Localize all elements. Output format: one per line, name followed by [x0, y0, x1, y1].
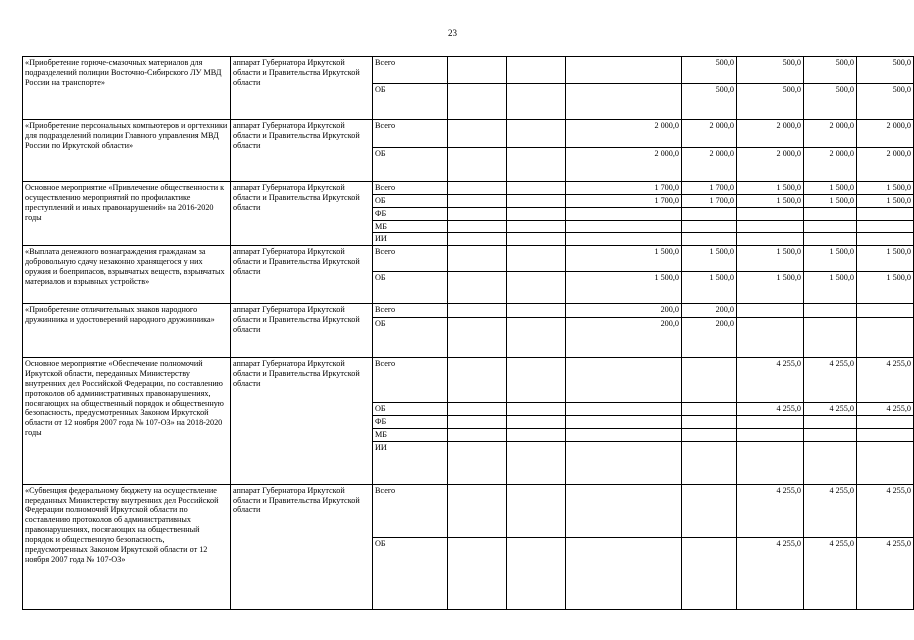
amount-cell: [566, 57, 682, 84]
amount-cell: [566, 233, 682, 246]
amount-cell: [448, 194, 507, 207]
amount-cell: 1 500,0: [682, 272, 737, 304]
amount-cell: 4 255,0: [857, 537, 914, 609]
funding-source: ОБ: [373, 272, 448, 304]
amount-cell: 2 000,0: [804, 148, 857, 182]
amount-cell: [682, 484, 737, 537]
amount-cell: 1 700,0: [566, 182, 682, 195]
activity-name: Основное мероприятие «Привлечение общественности к осуществлению мероприятий по профилактике преступлений и иных правонарушений» на 2016-2020 годы: [23, 182, 231, 246]
amount-cell: 1 500,0: [566, 246, 682, 272]
amount-cell: [566, 358, 682, 403]
table-row: [23, 246, 914, 272]
responsible-executor: аппарат Губернатора Иркутской области и Правительства Иркутской области: [231, 358, 373, 485]
amount-cell: [804, 416, 857, 429]
amount-cell: [507, 194, 566, 207]
funding-source: ОБ: [373, 537, 448, 609]
amount-cell: [857, 428, 914, 441]
amount-cell: 4 255,0: [737, 403, 804, 416]
amount-cell: [857, 233, 914, 246]
activity-name: «Выплата денежного вознаграждения гражданам за добровольную сдачу незаконно хранящегося у них оружия и боеприпасов, взрывчатых веществ, взрывчатых материалов и взрывных устройств»: [23, 246, 231, 304]
activity-name: «Приобретение горюче-смазочных материалов для подразделений полиции Восточно-Сибирского ЛУ МВД России на транспорте»: [23, 57, 231, 120]
amount-cell: [448, 148, 507, 182]
amount-cell: [737, 441, 804, 484]
amount-cell: [507, 57, 566, 84]
funding-source: ОБ: [373, 318, 448, 358]
amount-cell: [507, 148, 566, 182]
amount-cell: [857, 318, 914, 358]
amount-cell: 500,0: [737, 84, 804, 120]
amount-cell: [682, 416, 737, 429]
amount-cell: [857, 416, 914, 429]
amount-cell: [566, 484, 682, 537]
amount-cell: [857, 220, 914, 233]
amount-cell: 1 700,0: [682, 182, 737, 195]
funding-source: МБ: [373, 220, 448, 233]
amount-cell: [507, 403, 566, 416]
amount-cell: [566, 403, 682, 416]
amount-cell: [507, 358, 566, 403]
amount-cell: [566, 84, 682, 120]
activity-name: «Приобретение отличительных знаков народного дружинника и удостоверений народного дружинника»: [23, 304, 231, 358]
amount-cell: [448, 318, 507, 358]
amount-cell: 4 255,0: [737, 537, 804, 609]
amount-cell: [448, 537, 507, 609]
amount-cell: 1 500,0: [857, 246, 914, 272]
amount-cell: [507, 304, 566, 318]
amount-cell: [448, 304, 507, 318]
funding-source: Всего: [373, 182, 448, 195]
amount-cell: [682, 358, 737, 403]
amount-cell: 200,0: [682, 318, 737, 358]
amount-cell: 1 500,0: [857, 182, 914, 195]
amount-cell: [448, 416, 507, 429]
amount-cell: 4 255,0: [857, 403, 914, 416]
amount-cell: [448, 220, 507, 233]
amount-cell: [507, 207, 566, 220]
amount-cell: [682, 233, 737, 246]
amount-cell: 2 000,0: [682, 120, 737, 148]
amount-cell: [804, 207, 857, 220]
amount-cell: [737, 428, 804, 441]
amount-cell: [448, 403, 507, 416]
funding-source: Всего: [373, 304, 448, 318]
amount-cell: 4 255,0: [804, 484, 857, 537]
amount-cell: [682, 428, 737, 441]
amount-cell: [682, 537, 737, 609]
amount-cell: 1 500,0: [737, 182, 804, 195]
funding-source: ФБ: [373, 207, 448, 220]
budget-table: [22, 56, 914, 610]
amount-cell: 4 255,0: [804, 537, 857, 609]
amount-cell: 1 500,0: [804, 246, 857, 272]
responsible-executor: аппарат Губернатора Иркутской области и Правительства Иркутской области: [231, 304, 373, 358]
amount-cell: 4 255,0: [804, 358, 857, 403]
amount-cell: 1 500,0: [857, 272, 914, 304]
amount-cell: [737, 304, 804, 318]
amount-cell: [448, 358, 507, 403]
amount-cell: [448, 246, 507, 272]
amount-cell: 1 500,0: [804, 182, 857, 195]
funding-source: Всего: [373, 358, 448, 403]
amount-cell: [448, 484, 507, 537]
funding-source: ФБ: [373, 416, 448, 429]
amount-cell: 2 000,0: [737, 148, 804, 182]
amount-cell: 2 000,0: [682, 148, 737, 182]
amount-cell: [448, 84, 507, 120]
table-row: [23, 182, 914, 195]
amount-cell: 1 500,0: [804, 272, 857, 304]
responsible-executor: аппарат Губернатора Иркутской области и Правительства Иркутской области: [231, 246, 373, 304]
table-row: [23, 304, 914, 318]
page-number: 23: [448, 28, 457, 38]
amount-cell: [448, 207, 507, 220]
amount-cell: [737, 233, 804, 246]
amount-cell: 1 500,0: [857, 194, 914, 207]
amount-cell: 1 700,0: [566, 194, 682, 207]
amount-cell: [448, 233, 507, 246]
amount-cell: [682, 220, 737, 233]
amount-cell: [448, 182, 507, 195]
amount-cell: [507, 484, 566, 537]
amount-cell: [507, 318, 566, 358]
amount-cell: 1 500,0: [737, 246, 804, 272]
amount-cell: [566, 428, 682, 441]
amount-cell: [507, 220, 566, 233]
amount-cell: [507, 272, 566, 304]
amount-cell: [804, 304, 857, 318]
amount-cell: 500,0: [804, 57, 857, 84]
amount-cell: [737, 416, 804, 429]
amount-cell: 4 255,0: [857, 358, 914, 403]
amount-cell: [566, 441, 682, 484]
amount-cell: [566, 207, 682, 220]
table-row: [23, 358, 914, 403]
amount-cell: [804, 318, 857, 358]
amount-cell: [682, 207, 737, 220]
amount-cell: 500,0: [737, 57, 804, 84]
amount-cell: [507, 441, 566, 484]
amount-cell: [507, 416, 566, 429]
amount-cell: [507, 246, 566, 272]
amount-cell: 200,0: [682, 304, 737, 318]
amount-cell: 4 255,0: [737, 484, 804, 537]
amount-cell: 1 500,0: [804, 194, 857, 207]
amount-cell: 1 500,0: [566, 272, 682, 304]
amount-cell: 200,0: [566, 318, 682, 358]
table-row: [23, 484, 914, 537]
amount-cell: 1 700,0: [682, 194, 737, 207]
amount-cell: [857, 441, 914, 484]
amount-cell: [737, 207, 804, 220]
amount-cell: [804, 441, 857, 484]
amount-cell: [507, 428, 566, 441]
amount-cell: 4 255,0: [737, 358, 804, 403]
activity-name: Основное мероприятие «Обеспечение полномочий Иркутской области, переданных Министерству внутренних дел Российской Федерации, по составлению протоколов об административных правонарушениях, посягающих на общественный порядок и общественную безопасность, предусмотренных Законом Иркутской области от 12 ноября 2007 года № 107-ОЗ» на 2018-2020 годы: [23, 358, 231, 485]
responsible-executor: аппарат Губернатора Иркутской области и Правительства Иркутской области: [231, 484, 373, 609]
amount-cell: 4 255,0: [804, 403, 857, 416]
amount-cell: [566, 416, 682, 429]
activity-name: «Субвенция федеральному бюджету на осуществление переданных Министерству внутренних дел Российской Федерации полномочий Иркутской области по составлению протоколов об административных правонарушениях, посягающих на общественный порядок и общественную безопасность, предусмотренных Законом Иркутской области от 12 ноября 2007 года № 107-ОЗ»: [23, 484, 231, 609]
amount-cell: 2 000,0: [566, 148, 682, 182]
table-row: [23, 120, 914, 148]
amount-cell: [448, 57, 507, 84]
responsible-executor: аппарат Губернатора Иркутской области и Правительства Иркутской области: [231, 57, 373, 120]
amount-cell: [857, 207, 914, 220]
amount-cell: [448, 120, 507, 148]
funding-source: Всего: [373, 120, 448, 148]
amount-cell: [507, 120, 566, 148]
responsible-executor: аппарат Губернатора Иркутской области и Правительства Иркутской области: [231, 120, 373, 182]
amount-cell: 200,0: [566, 304, 682, 318]
funding-source: МБ: [373, 428, 448, 441]
amount-cell: [857, 304, 914, 318]
amount-cell: [737, 318, 804, 358]
table-row: [23, 57, 914, 84]
funding-source: Всего: [373, 57, 448, 84]
amount-cell: 2 000,0: [804, 120, 857, 148]
amount-cell: 1 500,0: [737, 194, 804, 207]
amount-cell: 500,0: [804, 84, 857, 120]
amount-cell: [737, 220, 804, 233]
amount-cell: [448, 441, 507, 484]
amount-cell: 2 000,0: [857, 120, 914, 148]
funding-source: Всего: [373, 246, 448, 272]
amount-cell: [448, 428, 507, 441]
amount-cell: [804, 220, 857, 233]
amount-cell: [682, 403, 737, 416]
amount-cell: [566, 537, 682, 609]
funding-source: ОБ: [373, 148, 448, 182]
funding-source: ИИ: [373, 233, 448, 246]
amount-cell: [804, 428, 857, 441]
responsible-executor: аппарат Губернатора Иркутской области и Правительства Иркутской области: [231, 182, 373, 246]
amount-cell: [507, 233, 566, 246]
amount-cell: 500,0: [857, 57, 914, 84]
funding-source: ИИ: [373, 441, 448, 484]
funding-source: ОБ: [373, 84, 448, 120]
amount-cell: [507, 537, 566, 609]
amount-cell: 500,0: [857, 84, 914, 120]
funding-source: ОБ: [373, 194, 448, 207]
amount-cell: 4 255,0: [857, 484, 914, 537]
activity-name: «Приобретение персональных компьютеров и оргтехники для подразделений полиции Главного управления МВД России по Иркутской области»: [23, 120, 231, 182]
amount-cell: 500,0: [682, 57, 737, 84]
amount-cell: [804, 233, 857, 246]
amount-cell: 500,0: [682, 84, 737, 120]
amount-cell: 2 000,0: [737, 120, 804, 148]
amount-cell: [566, 220, 682, 233]
funding-source: ОБ: [373, 403, 448, 416]
amount-cell: 2 000,0: [566, 120, 682, 148]
amount-cell: 1 500,0: [737, 272, 804, 304]
amount-cell: [448, 272, 507, 304]
amount-cell: [507, 84, 566, 120]
amount-cell: 1 500,0: [682, 246, 737, 272]
amount-cell: 2 000,0: [857, 148, 914, 182]
funding-source: Всего: [373, 484, 448, 537]
amount-cell: [682, 441, 737, 484]
amount-cell: [507, 182, 566, 195]
